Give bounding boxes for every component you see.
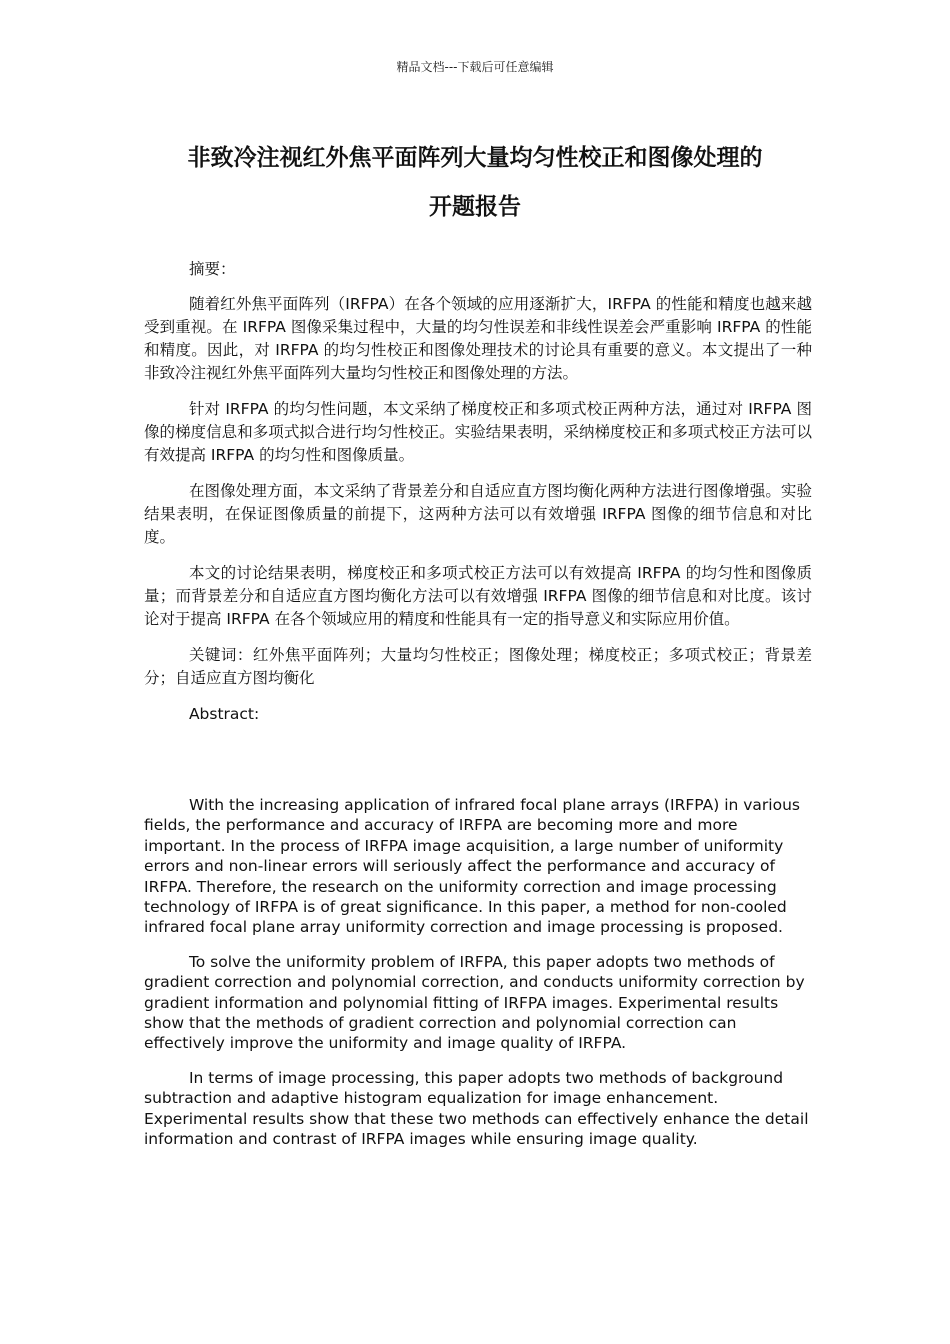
document-title-line-2: 开题报告 — [429, 194, 521, 220]
header-note: 精品文档---下载后可任意编辑 — [396, 60, 554, 74]
abstract-paragraph-cn-1: 随着红外焦平面阵列（IRFPA）在各个领域的应用逐渐扩大，IRFPA 的性能和精度也越来越受到重视。在 IRFPA 图像采集过程中，大量的均匀性误差和非线性误差会严重影响 IRFPA 的性能和精度。因此，对 IRFPA 的均匀性校正和图像处理技术的讨论具有重要的意义。本文提出了一种非致冷注视红外焦平面阵列大量均匀性校正和图像处理的方法。 — [144, 295, 812, 382]
abstract-paragraph-en-3: In terms of image processing, this paper adopts two methods of background subtraction and adaptive histogram equalization for image enhancement. Experimental results show that these two methods can effectively enhance the detail information and contrast of IRFPA images while ensuring image quality. — [144, 1068, 809, 1149]
abstract-paragraph-en-2: To solve the uniformity problem of IRFPA, this paper adopts two methods of gradient correction and polynomial correction, and conducts uniformity correction by gradient information and polynomial fitting of IRFPA images. Experimental results show that the methods of gradient correction and polynomial correction can effectively improve the uniformity and image quality of IRFPA. — [144, 952, 805, 1053]
abstract-paragraph-cn-4: 本文的讨论结果表明，梯度校正和多项式校正方法可以有效提高 IRFPA 的均匀性和图像质量；而背景差分和自适应直方图均衡化方法可以有效增强 IRFPA 图像的细节信息和对比度。该讨论对于提高 IRFPA 在各个领域应用的精度和性能具有一定的指导意义和实际应用价值。 — [144, 564, 812, 628]
abstract-paragraph-cn-2: 针对 IRFPA 的均匀性问题，本文采纳了梯度校正和多项式校正两种方法，通过对 IRFPA 图像的梯度信息和多项式拟合进行均匀性校正。实验结果表明，采纳梯度校正和多项式校正方法可以有效提高 IRFPA 的均匀性和图像质量。 — [144, 400, 812, 464]
abstract-label-en: Abstract: — [188, 705, 260, 723]
abstract-label-cn: 摘要： — [188, 260, 236, 278]
english-abstract-section — [144, 795, 812, 1164]
document-title-line-1: 非致冷注视红外焦平面阵列大量均匀性校正和图像处理的 — [187, 145, 763, 171]
keywords-cn: 关键词：红外焦平面阵列；大量均匀性校正；图像处理；梯度校正；多项式校正；背景差分；自适应直方图均衡化 — [144, 646, 812, 687]
abstract-paragraph-cn-3: 在图像处理方面，本文采纳了背景差分和自适应直方图均衡化两种方法进行图像增强。实验结果表明，在保证图像质量的前提下，这两种方法可以有效增强 IRFPA 图像的细节信息和对比度。 — [144, 482, 812, 546]
abstract-paragraph-en-1: With the increasing application of infrared focal plane arrays (IRFPA) in various fields, the performance and accuracy of IRFPA are becoming more and more important. In the process of IRFPA image acquisition, a large number of uniformity errors and non-linear errors will seriously affect the performance and accuracy of IRFPA. Therefore, the research on the uniformity correction and image processing technology of IRFPA is of great significance. In this paper, a method for non-cooled infrared focal plane array uniformity correction and image processing is proposed. — [144, 796, 800, 937]
chinese-abstract-section — [144, 258, 812, 738]
